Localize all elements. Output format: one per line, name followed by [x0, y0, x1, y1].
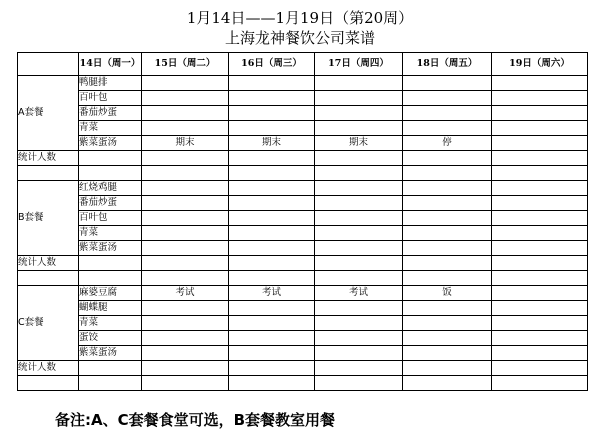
count-cell	[142, 361, 229, 376]
set-b-count-label: 统计人数	[18, 256, 79, 271]
empty-cell	[315, 121, 403, 136]
table-row	[18, 151, 588, 166]
closure-note-cell: 考试	[315, 286, 403, 301]
empty-cell	[492, 376, 588, 391]
closure-note-cell: 饭	[403, 286, 492, 301]
empty-cell	[492, 226, 588, 241]
set-c-dish: 麻婆豆腐	[79, 286, 142, 301]
empty-cell	[315, 346, 403, 361]
set-c-dish: 青菜	[79, 316, 142, 331]
empty-cell	[18, 376, 79, 391]
set-a-count-label: 统计人数	[18, 151, 79, 166]
set-b-dish: 番茄炒蛋	[79, 196, 142, 211]
empty-cell	[492, 121, 588, 136]
menu-week-title: 1月14日——1月19日（第20周）	[186, 9, 414, 27]
empty-cell	[492, 331, 588, 346]
empty-cell	[403, 271, 492, 286]
header-day-fri: 18日（周五）	[403, 53, 492, 76]
company-menu-title: 上海龙神餐饮公司菜谱	[224, 29, 375, 47]
empty-cell	[229, 331, 315, 346]
empty-cell	[79, 166, 142, 181]
empty-cell	[492, 316, 588, 331]
empty-cell	[315, 76, 403, 91]
empty-cell	[229, 211, 315, 226]
empty-cell	[229, 376, 315, 391]
empty-cell	[315, 181, 403, 196]
empty-cell	[492, 136, 588, 151]
empty-cell	[142, 166, 229, 181]
empty-cell	[492, 181, 588, 196]
empty-cell	[492, 271, 588, 286]
empty-cell	[142, 376, 229, 391]
set-c-dish: 蛋饺	[79, 331, 142, 346]
empty-cell	[18, 271, 79, 286]
empty-cell	[403, 76, 492, 91]
empty-cell	[492, 346, 588, 361]
empty-cell	[403, 346, 492, 361]
empty-cell	[492, 196, 588, 211]
table-row	[18, 271, 588, 286]
empty-cell	[142, 181, 229, 196]
empty-cell	[315, 166, 403, 181]
count-cell	[315, 256, 403, 271]
weekly-menu-table	[17, 52, 588, 391]
set-b-dish: 紫菜蛋汤	[79, 241, 142, 256]
empty-cell	[229, 301, 315, 316]
empty-cell	[229, 121, 315, 136]
table-row	[18, 226, 588, 241]
empty-cell	[403, 316, 492, 331]
set-a-label: A套餐	[18, 76, 79, 151]
table-row	[18, 76, 588, 91]
closure-note-cell: 期末	[229, 136, 315, 151]
empty-cell	[142, 121, 229, 136]
table-row	[18, 286, 588, 301]
empty-cell	[492, 106, 588, 121]
empty-cell	[229, 196, 315, 211]
empty-cell	[142, 241, 229, 256]
empty-cell	[403, 166, 492, 181]
set-a-dish: 紫菜蛋汤	[79, 136, 142, 151]
empty-cell	[315, 91, 403, 106]
table-row	[18, 136, 588, 151]
empty-cell	[403, 106, 492, 121]
header-day-tue: 15日（周二）	[142, 53, 229, 76]
set-a-dish: 番茄炒蛋	[79, 106, 142, 121]
empty-cell	[403, 331, 492, 346]
table-row	[18, 166, 588, 181]
table-row	[18, 316, 588, 331]
empty-cell	[142, 106, 229, 121]
count-cell	[229, 361, 315, 376]
table-row	[18, 211, 588, 226]
footnote-remark: 备注:A、C套餐食堂可选，B套餐教室用餐	[55, 411, 336, 429]
count-cell	[403, 256, 492, 271]
empty-cell	[403, 196, 492, 211]
count-cell	[403, 151, 492, 166]
set-b-dish: 红烧鸡腿	[79, 181, 142, 196]
empty-cell	[492, 211, 588, 226]
count-cell	[79, 256, 142, 271]
empty-cell	[315, 196, 403, 211]
empty-cell	[229, 346, 315, 361]
empty-cell	[492, 76, 588, 91]
table-row	[18, 376, 588, 391]
empty-cell	[315, 271, 403, 286]
empty-cell	[315, 106, 403, 121]
empty-cell	[142, 91, 229, 106]
empty-cell	[315, 226, 403, 241]
count-cell	[79, 151, 142, 166]
table-row	[18, 91, 588, 106]
closure-note-cell: 期末	[315, 136, 403, 151]
table-row	[18, 331, 588, 346]
header-blank-cell	[18, 53, 79, 76]
empty-cell	[492, 166, 588, 181]
empty-cell	[492, 286, 588, 301]
empty-cell	[315, 331, 403, 346]
empty-cell	[229, 271, 315, 286]
empty-cell	[315, 241, 403, 256]
table-row	[18, 346, 588, 361]
table-row	[18, 181, 588, 196]
table-row	[18, 241, 588, 256]
empty-cell	[403, 376, 492, 391]
empty-cell	[79, 376, 142, 391]
empty-cell	[403, 241, 492, 256]
empty-cell	[229, 316, 315, 331]
empty-cell	[229, 106, 315, 121]
empty-cell	[142, 331, 229, 346]
set-b-label: B套餐	[18, 181, 79, 256]
empty-cell	[403, 181, 492, 196]
set-c-dish: 蝴蝶腿	[79, 301, 142, 316]
empty-cell	[79, 271, 142, 286]
table-row	[18, 361, 588, 376]
empty-cell	[142, 301, 229, 316]
set-b-dish: 百叶包	[79, 211, 142, 226]
set-a-dish: 青菜	[79, 121, 142, 136]
empty-cell	[142, 316, 229, 331]
empty-cell	[403, 301, 492, 316]
header-day-thu: 17日（周四）	[315, 53, 403, 76]
empty-cell	[315, 316, 403, 331]
table-row	[18, 301, 588, 316]
empty-cell	[142, 271, 229, 286]
empty-cell	[492, 91, 588, 106]
closure-note-cell: 考试	[142, 286, 229, 301]
header-row	[18, 53, 588, 76]
empty-cell	[142, 211, 229, 226]
empty-cell	[403, 211, 492, 226]
count-cell	[492, 151, 588, 166]
set-c-dish: 紫菜蛋汤	[79, 346, 142, 361]
empty-cell	[229, 166, 315, 181]
empty-cell	[492, 301, 588, 316]
count-cell	[315, 151, 403, 166]
count-cell	[229, 256, 315, 271]
empty-cell	[229, 76, 315, 91]
empty-cell	[229, 91, 315, 106]
empty-cell	[229, 181, 315, 196]
count-cell	[142, 256, 229, 271]
set-c-count-label: 统计人数	[18, 361, 79, 376]
count-cell	[403, 361, 492, 376]
table-row	[18, 196, 588, 211]
empty-cell	[492, 241, 588, 256]
count-cell	[492, 256, 588, 271]
empty-cell	[403, 226, 492, 241]
empty-cell	[403, 121, 492, 136]
closure-note-cell: 停	[403, 136, 492, 151]
set-b-dish: 青菜	[79, 226, 142, 241]
empty-cell	[229, 241, 315, 256]
empty-cell	[403, 91, 492, 106]
table-row	[18, 121, 588, 136]
table-row	[18, 256, 588, 271]
count-cell	[492, 361, 588, 376]
header-day-sat: 19日（周六）	[492, 53, 588, 76]
count-cell	[229, 151, 315, 166]
empty-cell	[229, 226, 315, 241]
header-day-wed: 16日（周三）	[229, 53, 315, 76]
closure-note-cell: 考试	[229, 286, 315, 301]
closure-note-cell: 期末	[142, 136, 229, 151]
header-day-mon: 14日（周一）	[79, 53, 142, 76]
table-row	[18, 106, 588, 121]
set-c-label: C套餐	[18, 286, 79, 361]
empty-cell	[315, 376, 403, 391]
empty-cell	[142, 226, 229, 241]
empty-cell	[142, 346, 229, 361]
set-a-dish: 鸭腿排	[79, 76, 142, 91]
empty-cell	[142, 76, 229, 91]
empty-cell	[142, 196, 229, 211]
count-cell	[79, 361, 142, 376]
empty-cell	[18, 166, 79, 181]
count-cell	[142, 151, 229, 166]
empty-cell	[315, 211, 403, 226]
set-a-dish: 百叶包	[79, 91, 142, 106]
count-cell	[315, 361, 403, 376]
empty-cell	[315, 301, 403, 316]
